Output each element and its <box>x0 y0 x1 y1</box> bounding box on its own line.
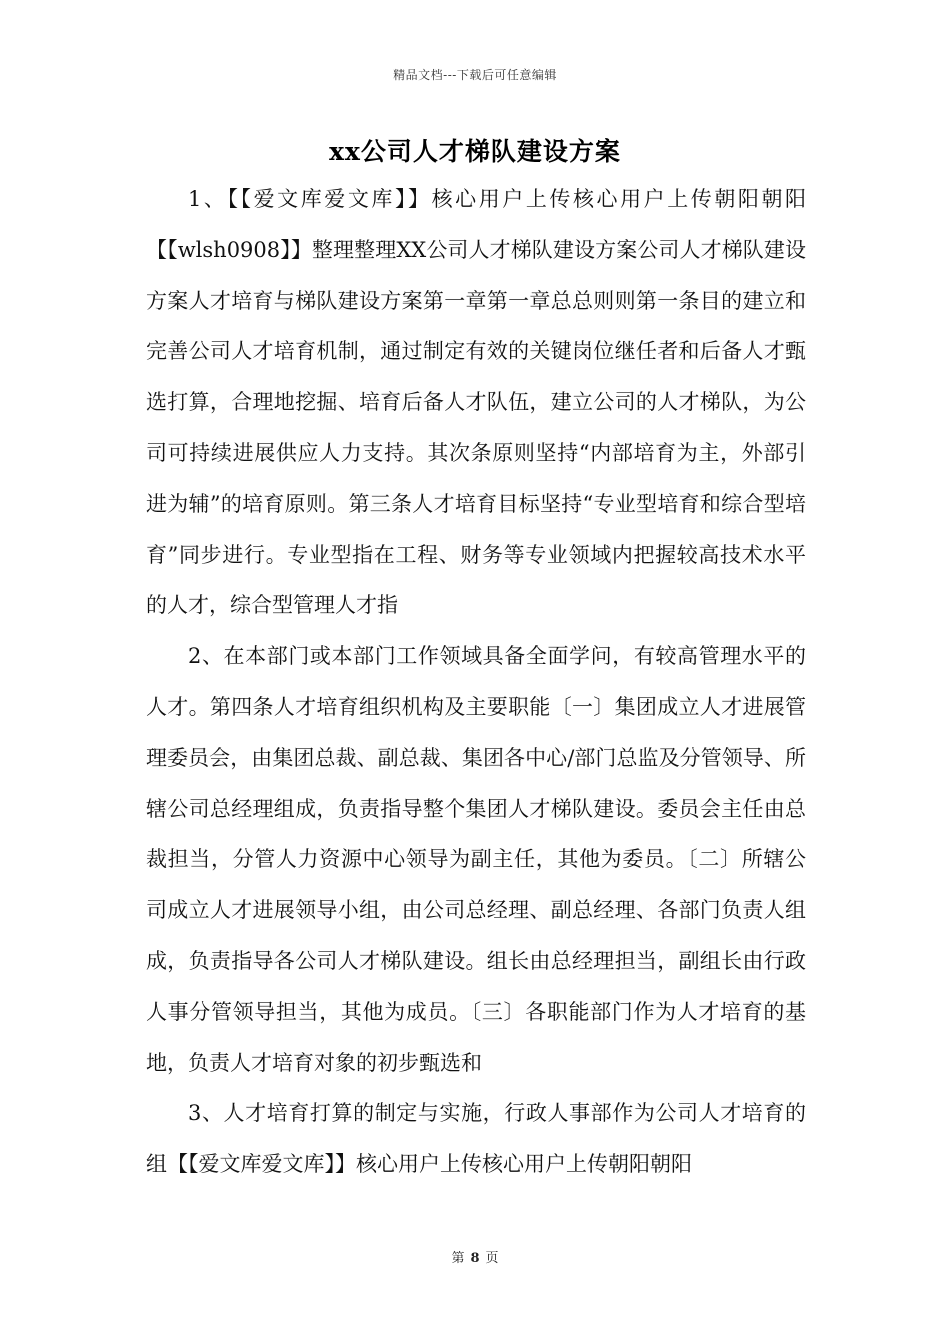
document-body <box>146 174 806 1190</box>
paragraph-1: 1、【【爱文库爱文库】】核心用户上传核心用户上传朝阳朝阳【【wlsh0908】】整理整理XX公司人才梯队建设方案公司人才梯队建设方案人才培育与梯队建设方案第一章第一章总总则则第一条目的建立和完善公司人才培育机制，通过制定有效的关键岗位继任者和后备人才甄选打算，合理地挖掘、培育后备人才队伍，建立公司的人才梯队，为公司可持续进展供应人力支持。其次条原则坚持“内部培育为主，外部引进为辅”的培育原则。第三条人才培育目标坚持“专业型培育和综合型培育”同步进行。专业型指在工程、财务等专业领域内把握较高技术水平的人才，综合型管理人才指 <box>146 187 806 618</box>
page-header: 精品文档---下载后可任意编辑 <box>393 68 557 82</box>
paragraph-2: 2、在本部门或本部门工作领域具备全面学问，有较高管理水平的人才。第四条人才培育组织机构及主要职能〔一〕集团成立人才进展管理委员会，由集团总裁、副总裁、集团各中心/部门总监及分管领导、所辖公司总经理组成，负责指导整个集团人才梯队建设。委员会主任由总裁担当，分管人力资源中心领导为副主任，其他为委员。〔二〕所辖公司成立人才进展领导小组，由公司总经理、副总经理、各部门负责人组成，负责指导各公司人才梯队建设。组长由总经理担当，副组长由行政人事分管领导担当，其他为成员。〔三〕各职能部门作为人才培育的基地，负责人才培育对象的初步甄选和 <box>146 644 806 1075</box>
page-footer <box>0 1247 950 1266</box>
paragraph-3: 3、人才培育打算的制定与实施，行政人事部作为公司人才培育的组【【爱文库爱文库】】核心用户上传核心用户上传朝阳朝阳 <box>146 1101 806 1177</box>
page-number: 8 <box>470 1251 480 1266</box>
document-title: xx公司人才梯队建设方案 <box>329 137 621 166</box>
page-label-suffix: 页 <box>485 1251 499 1266</box>
page-label-prefix: 第 <box>451 1251 465 1266</box>
